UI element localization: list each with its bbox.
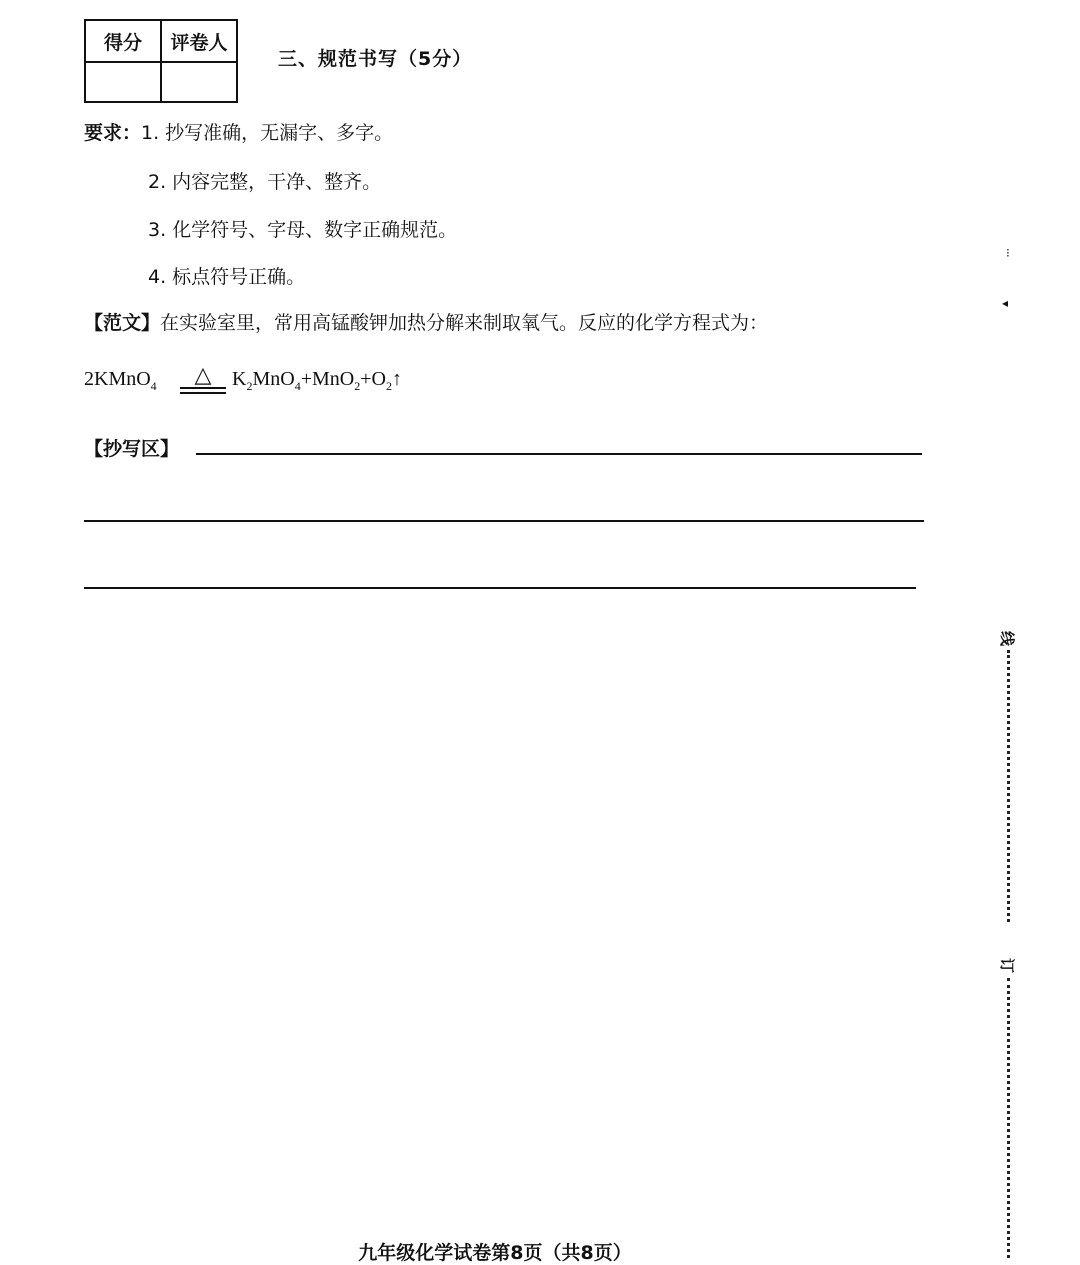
heating-condition-icon xyxy=(178,362,228,396)
score-cell[interactable] xyxy=(85,62,161,102)
requirement-item-1 xyxy=(84,118,393,145)
writing-line-3[interactable] xyxy=(84,587,916,589)
margin-dot-2: ◂ xyxy=(1002,296,1009,310)
grader-cell[interactable] xyxy=(161,62,237,102)
section-title: 三、规范书写（5分） xyxy=(278,48,473,70)
svg-text:△: △ xyxy=(194,363,212,388)
grader-header: 评卷人 xyxy=(161,20,237,62)
margin-mark-bind: 订 xyxy=(998,957,1017,974)
requirement-item-4: 4. 标点符号正确。 xyxy=(148,266,306,288)
requirement-text-1: 1. 抄写准确，无漏字、多字。 xyxy=(141,122,394,144)
sample-text: 在实验室里，常用高锰酸钾加热分解来制取氧气。反应的化学方程式为： xyxy=(160,312,769,334)
score-table xyxy=(84,19,238,103)
margin-dotted-line-1 xyxy=(1007,650,1010,922)
requirement-item-2: 2. 内容完整，干净、整齐。 xyxy=(148,171,382,193)
sample-paragraph xyxy=(84,308,768,335)
equation-products: $K_2MnO_4+MnO_2+O_2↑$ xyxy=(232,368,402,393)
writing-line-2[interactable] xyxy=(84,520,924,522)
requirements-prefix: 要求： xyxy=(84,122,142,144)
equation-reactant: 2KMnO$_4$ xyxy=(84,368,157,393)
sample-tag: 【范文】 xyxy=(84,312,161,334)
score-header: 得分 xyxy=(85,20,161,62)
requirement-item-3: 3. 化学符号、字母、数字正确规范。 xyxy=(148,219,458,241)
writing-line-1[interactable] xyxy=(196,453,922,455)
gas-arrow-icon: ↑ xyxy=(391,368,402,390)
copy-area-label: 【抄写区】 xyxy=(84,438,180,460)
margin-dotted-line-2 xyxy=(1007,978,1010,1258)
page-footer: 九年级化学试卷第8页（共8页） xyxy=(358,1242,632,1264)
margin-dot-1: ⁝ xyxy=(1006,246,1010,260)
margin-mark-line: 线 xyxy=(998,630,1017,647)
